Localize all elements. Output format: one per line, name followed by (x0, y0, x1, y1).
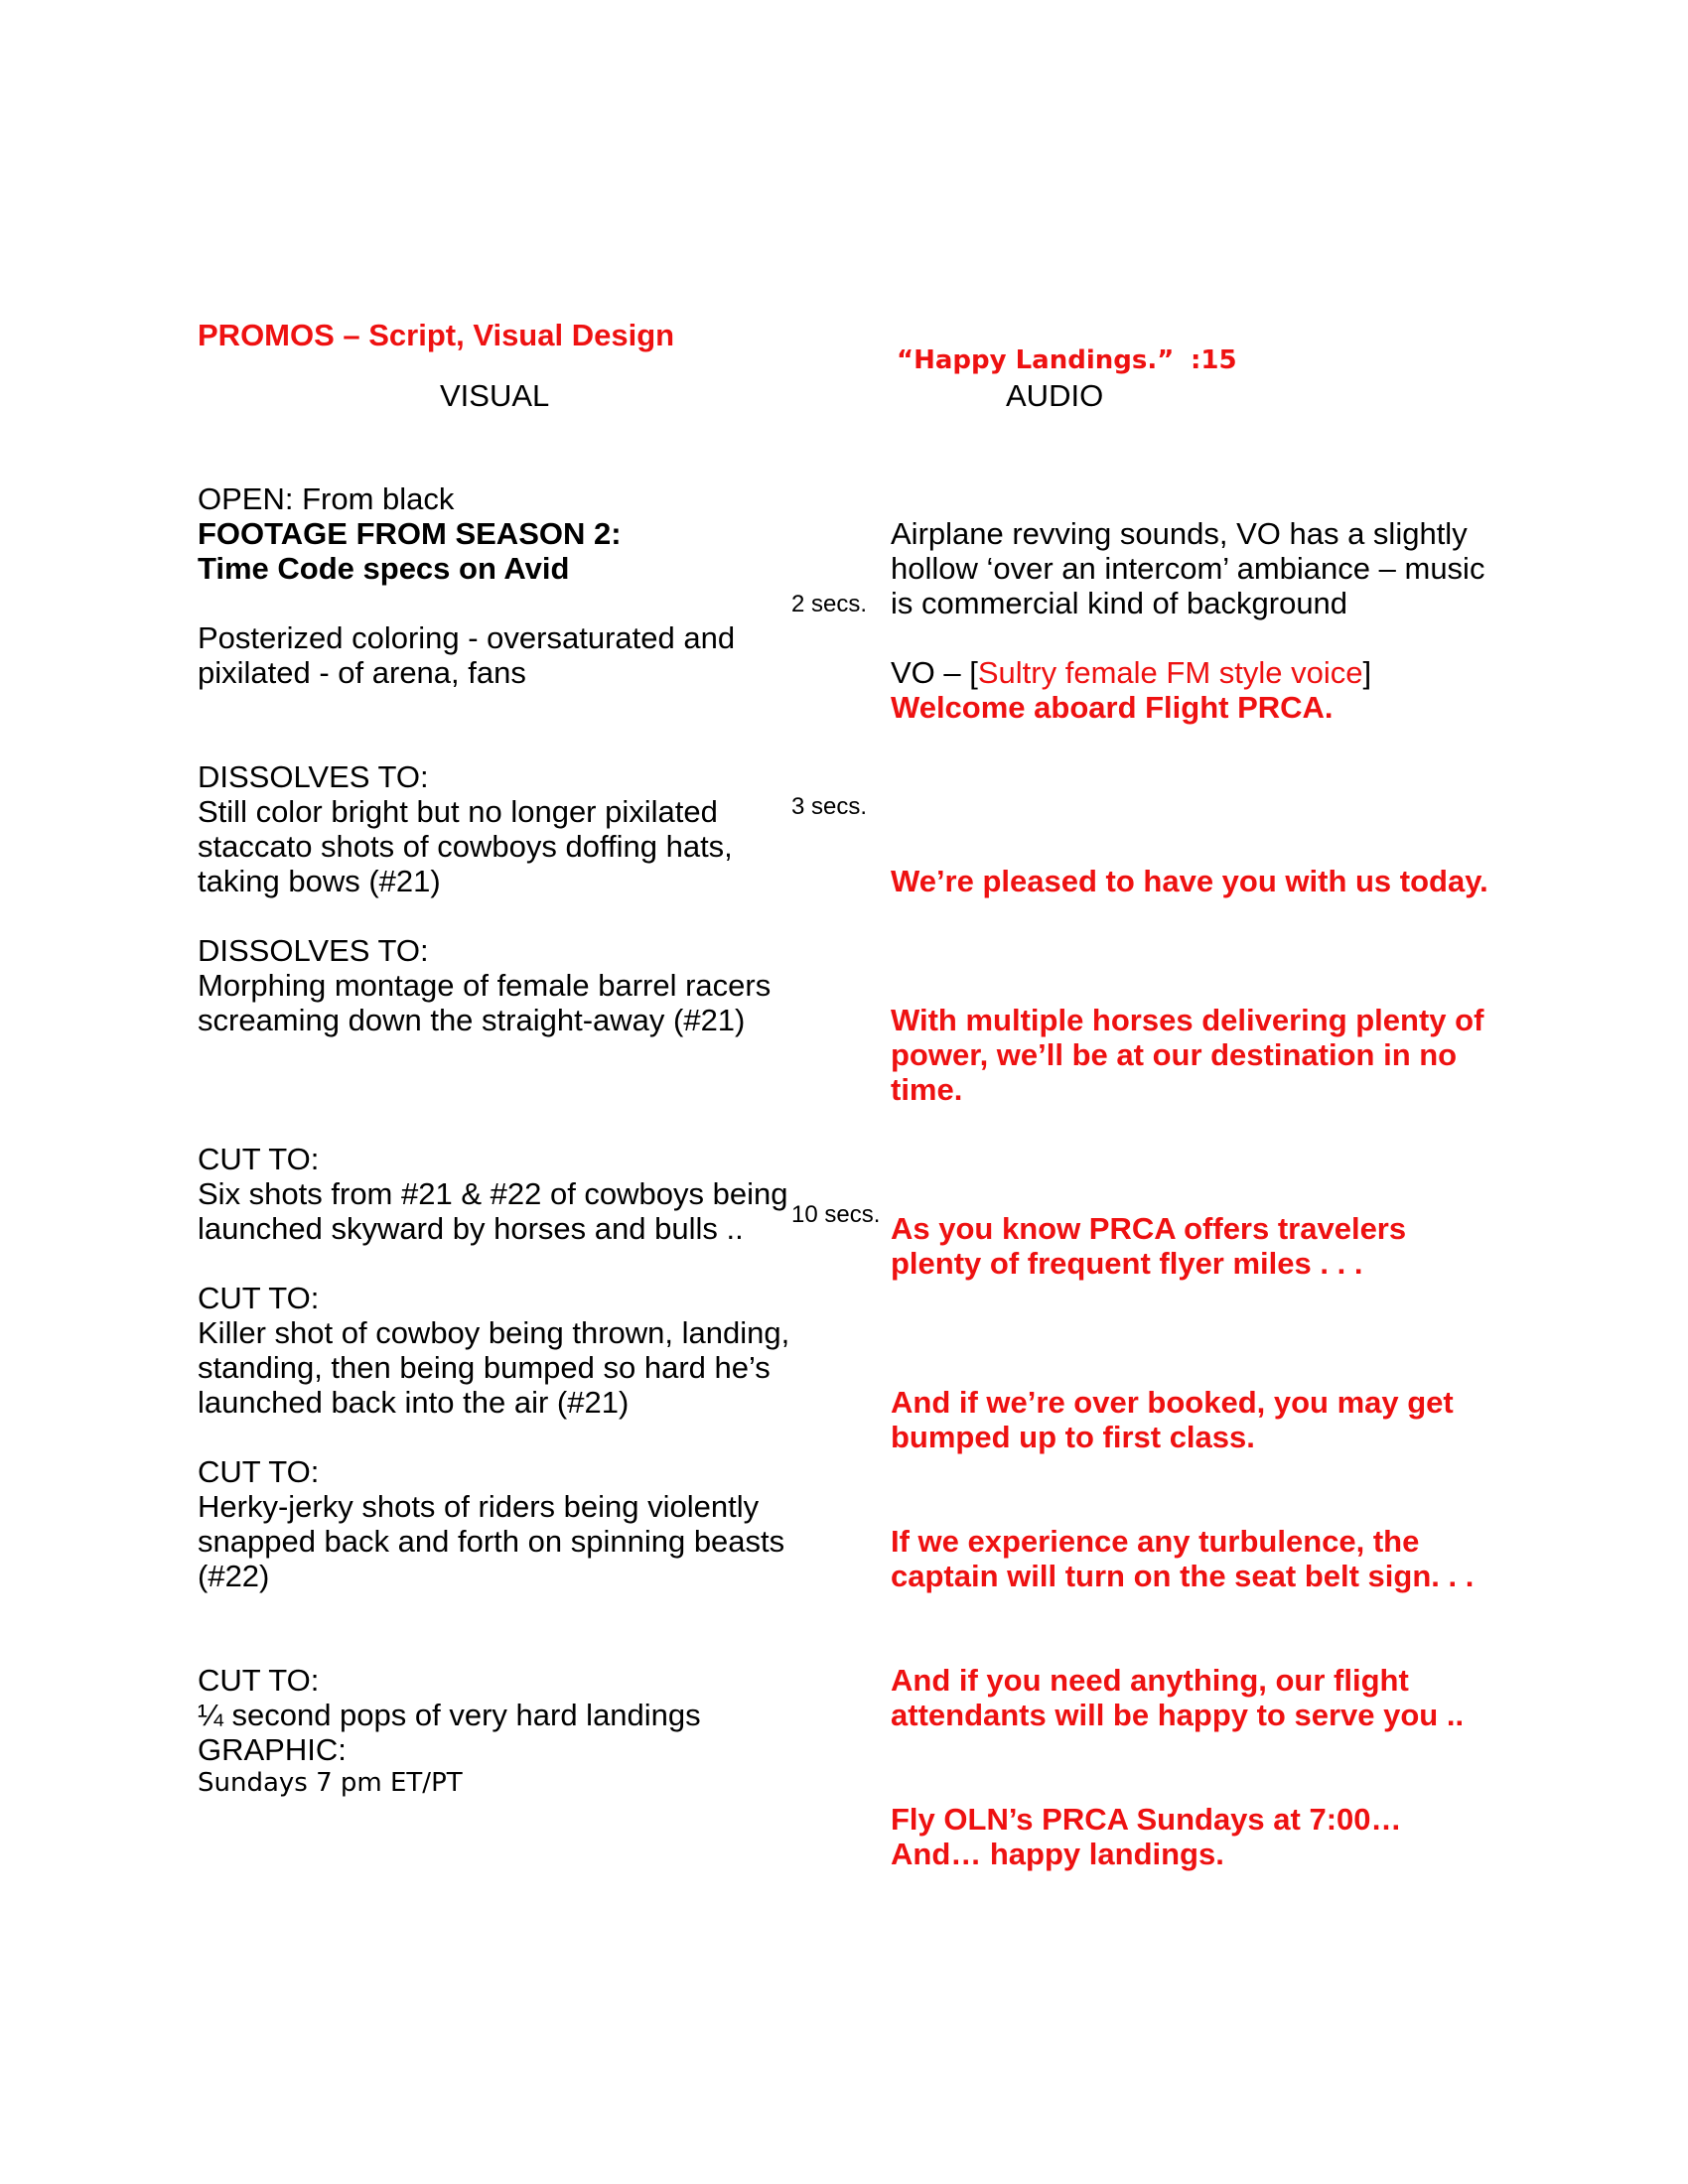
vo-direction (891, 655, 1371, 690)
shot-description-line: launched back into the air (#21) (198, 1385, 630, 1420)
audio-vo-booked (891, 1385, 1454, 1454)
timing-marker: 3 secs. (791, 793, 868, 820)
posterized-line: pixilated - of arena, fans (198, 655, 526, 690)
shot-description-line: Herky-jerky shots of riders being violently (198, 1489, 760, 1524)
graphic-text: Sundays 7 pm ET/PT (198, 1768, 463, 1798)
vo-line: And if you need anything, our flight (891, 1663, 1409, 1698)
transition-label: DISSOLVES TO: (198, 933, 429, 968)
shot-description-line: Six shots from #21 & #22 of cowboys being (198, 1176, 788, 1211)
visual-dissolve-2 (198, 933, 771, 1037)
vo-line: With multiple horses delivering plenty of (891, 1003, 1484, 1037)
shot-description-line: ¼ second pops of very hard landings (198, 1698, 701, 1732)
vo-line: captain will turn on the seat belt sign. . . (891, 1559, 1475, 1593)
visual-cut-4 (198, 1663, 701, 1799)
audio-vo-intro (891, 655, 1371, 725)
visual-posterized (198, 620, 735, 690)
audio-direction-line: hollow ‘over an intercom’ ambiance – music (891, 551, 1485, 586)
shot-description-line: taking bows (#21) (198, 864, 441, 898)
audio-vo-miles (891, 1211, 1406, 1281)
audio-direction-line: Airplane revving sounds, VO has a slightly (891, 516, 1468, 551)
transition-label: CUT TO: (198, 1663, 320, 1698)
shot-description-line: staccato shots of cowboys doffing hats, (198, 829, 733, 864)
transition-label: CUT TO: (198, 1281, 320, 1315)
shot-description-line: screaming down the straight-away (#21) (198, 1003, 746, 1037)
visual-open-section (198, 481, 622, 586)
audio-sfx (891, 516, 1484, 620)
vo-line: Fly OLN’s PRCA Sundays at 7:00… (891, 1802, 1402, 1837)
shot-description-line: launched skyward by horses and bulls .. (198, 1211, 744, 1246)
shot-description-line: (#22) (198, 1559, 270, 1593)
promo-title: “Happy Landings.” (897, 345, 1175, 375)
vo-line: time. (891, 1072, 963, 1107)
visual-cut-2 (198, 1281, 789, 1420)
shot-description-line: snapped back and forth on spinning beasts (198, 1524, 785, 1559)
vo-line: As you know PRCA offers travelers (891, 1211, 1407, 1246)
audio-vo-horses (891, 1003, 1483, 1107)
vo-suffix: ] (1362, 655, 1372, 690)
timing-marker: 2 secs. (791, 591, 868, 617)
vo-line: power, we’ll be at our destination in no (891, 1037, 1458, 1072)
audio-column-heading: AUDIO (1006, 378, 1104, 413)
vo-line: bumped up to first class. (891, 1420, 1255, 1454)
transition-label: CUT TO: (198, 1454, 320, 1489)
audio-vo-closing (891, 1802, 1402, 1871)
footage-heading: FOOTAGE FROM SEASON 2: (198, 516, 622, 551)
vo-line: And if we’re over booked, you may get (891, 1385, 1454, 1420)
shot-description-line: standing, then being bumped so hard he’s (198, 1350, 771, 1385)
vo-line: attendants will be happy to serve you .. (891, 1698, 1465, 1732)
visual-dissolve-1 (198, 759, 733, 898)
shot-description-line: Killer shot of cowboy being thrown, landing, (198, 1315, 790, 1350)
page-title: PROMOS – Script, Visual Design (198, 318, 675, 352)
transition-label: CUT TO: (198, 1142, 320, 1176)
vo-line: plenty of frequent flyer miles . . . (891, 1246, 1363, 1281)
shot-description-line: Morphing montage of female barrel racers (198, 968, 772, 1003)
promo-duration: :15 (1191, 345, 1237, 375)
shot-description-line: Still color bright but no longer pixilated (198, 794, 718, 829)
vo-line: If we experience any turbulence, the (891, 1524, 1420, 1559)
visual-cut-3 (198, 1454, 784, 1593)
posterized-line: Posterized coloring - oversaturated and (198, 620, 736, 655)
audio-vo-attendants (891, 1663, 1464, 1732)
vo-line: And… happy landings. (891, 1837, 1224, 1871)
vo-line: Welcome aboard Flight PRCA. (891, 690, 1334, 725)
transition-label: DISSOLVES TO: (198, 759, 429, 794)
footage-subheading: Time Code specs on Avid (198, 551, 570, 586)
vo-prefix: VO – [ (891, 655, 978, 690)
visual-column-heading: VISUAL (440, 378, 550, 413)
vo-line: We’re pleased to have you with us today. (891, 864, 1488, 898)
graphic-label: GRAPHIC: (198, 1732, 347, 1767)
audio-vo-pleased (891, 864, 1488, 898)
vo-style: Sultry female FM style voice (977, 655, 1363, 690)
audio-vo-turbulence (891, 1524, 1474, 1593)
visual-cut-1 (198, 1142, 788, 1246)
audio-direction-line: is commercial kind of background (891, 586, 1348, 620)
open-label: OPEN: From black (198, 481, 455, 516)
timing-marker: 10 secs. (791, 1201, 881, 1228)
